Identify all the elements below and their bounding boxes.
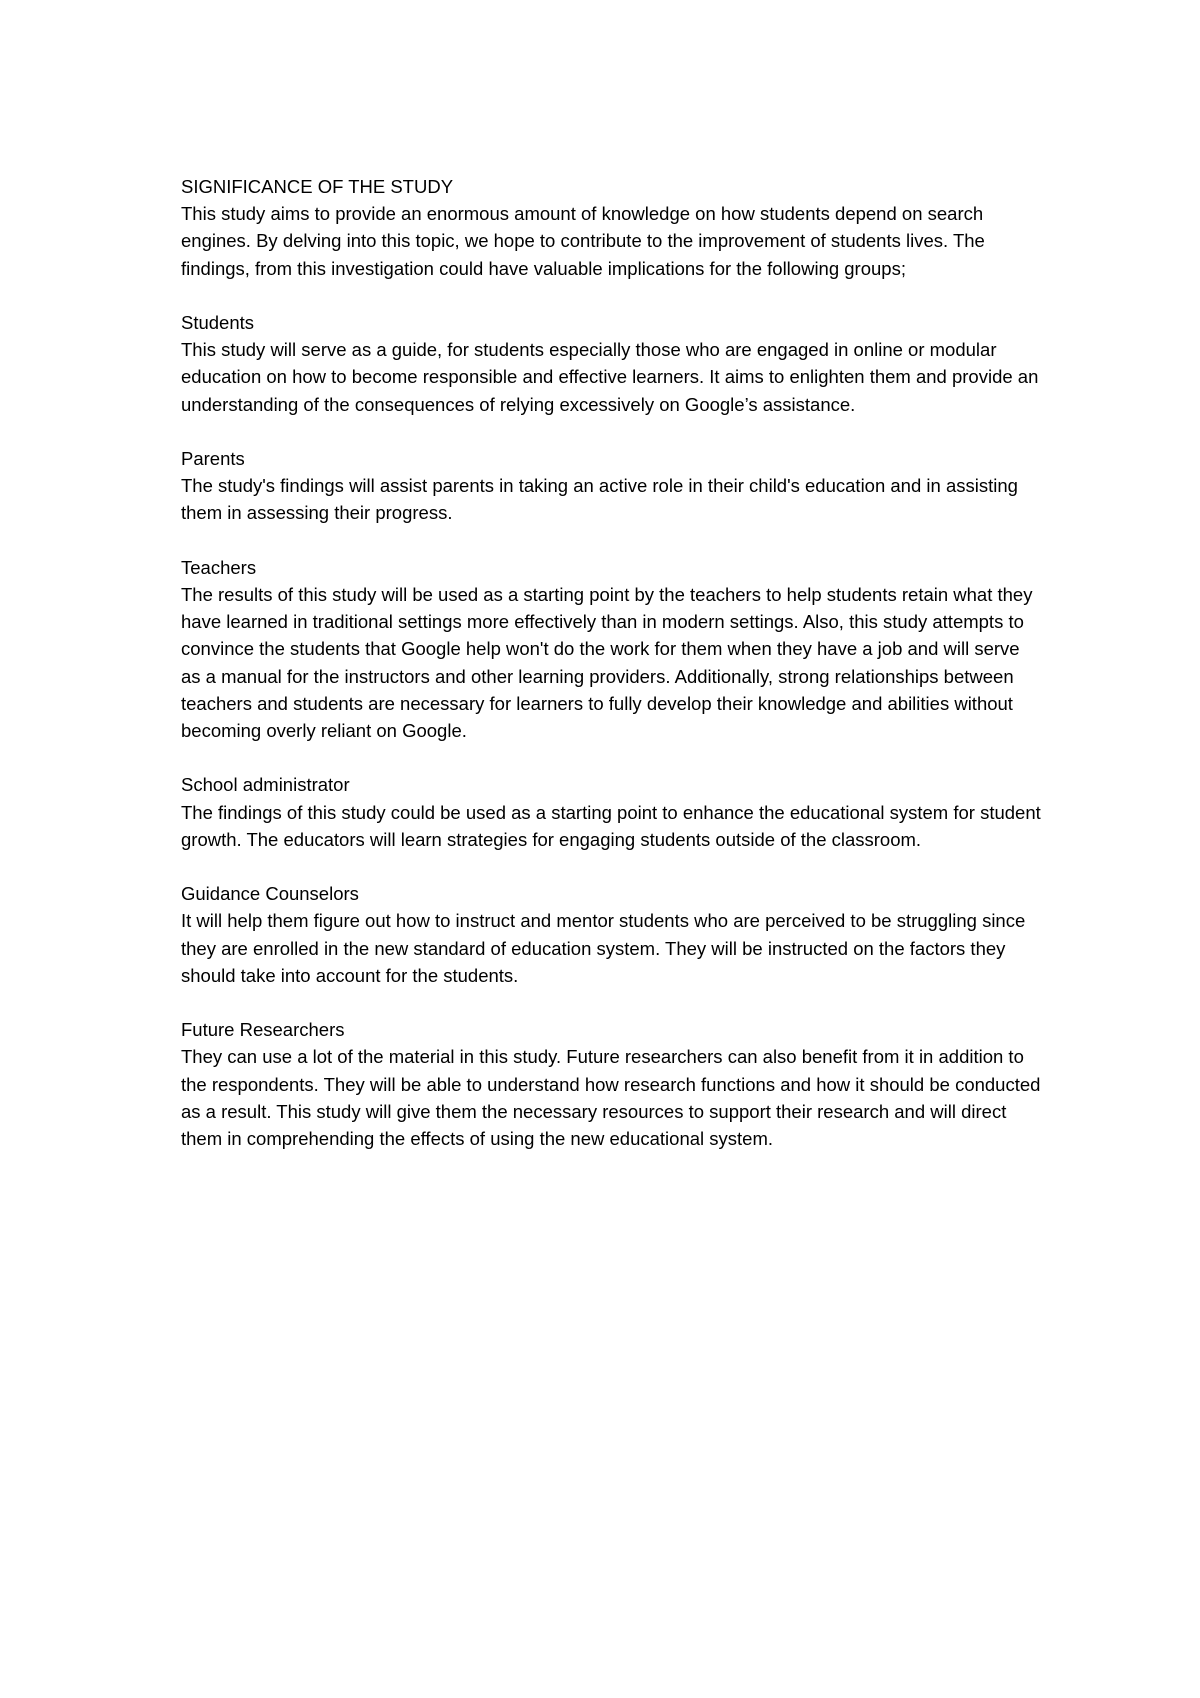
section-heading: School administrator [181, 774, 350, 796]
section-paragraph: They can use a lot of the material in this study. Future researchers can also benefit from it in addition to the respondents. They will be able to understand how research functions and how it should be conducted as a result. This study will give them the necessary resources to support their research and will direct them in comprehending the effects of using the new educational system. [181, 1046, 1041, 1150]
section-paragraph: The study's findings will assist parents in taking an active role in their child's education and in assisting them in assessing their progress. [181, 475, 1018, 524]
document-title: SIGNIFICANCE OF THE STUDY [181, 176, 454, 197]
section-guidance-counselors [181, 880, 1041, 989]
section-paragraph: The results of this study will be used as a starting point by the teachers to help students retain what they have learned in traditional settings more effectively than in modern settings. Also, this study attempts to convince the students that Google help won't do the work for them when they have a job and will serve as a manual for the instructors and other learning providers. Additionally, strong relationships between teachers and students are necessary for learners to fully develop their knowledge and abilities without becoming overly reliant on Google. [181, 584, 1033, 742]
section-school-administrator [181, 771, 1041, 853]
section-heading: Guidance Counselors [181, 883, 359, 905]
section-heading: Teachers [181, 556, 257, 578]
section-heading: Students [181, 312, 255, 333]
intro-paragraph: This study aims to provide an enormous amount of knowledge on how students depend on search engines. By delving into this topic, we hope to contribute to the improvement of students lives. The findings, from this investigation could have valuable implications for the following groups; [181, 203, 985, 279]
document-content [181, 173, 1041, 1152]
section-students [181, 309, 1041, 418]
section-paragraph: It will help them figure out how to instruct and mentor students who are perceived to be struggling since they are enrolled in the new standard of education system. They will be instructed on the factors they should take into account for the students. [181, 910, 1026, 986]
section-parents [181, 445, 1041, 527]
section-future-researchers [181, 1016, 1041, 1152]
section-heading: Future Researchers [181, 1019, 345, 1041]
section-teachers [181, 554, 1041, 744]
section-heading: Parents [181, 448, 245, 469]
section-paragraph: The findings of this study could be used as a starting point to enhance the educational system for student growth. The educators will learn strategies for engaging students outside of the classroom. [181, 801, 1041, 850]
section-paragraph: This study will serve as a guide, for students especially those who are engaged in online or modular education on how to become responsible and effective learners. It aims to enlighten them and provide an understanding of the consequences of relying excessively on Google’s assistance. [181, 339, 1039, 415]
